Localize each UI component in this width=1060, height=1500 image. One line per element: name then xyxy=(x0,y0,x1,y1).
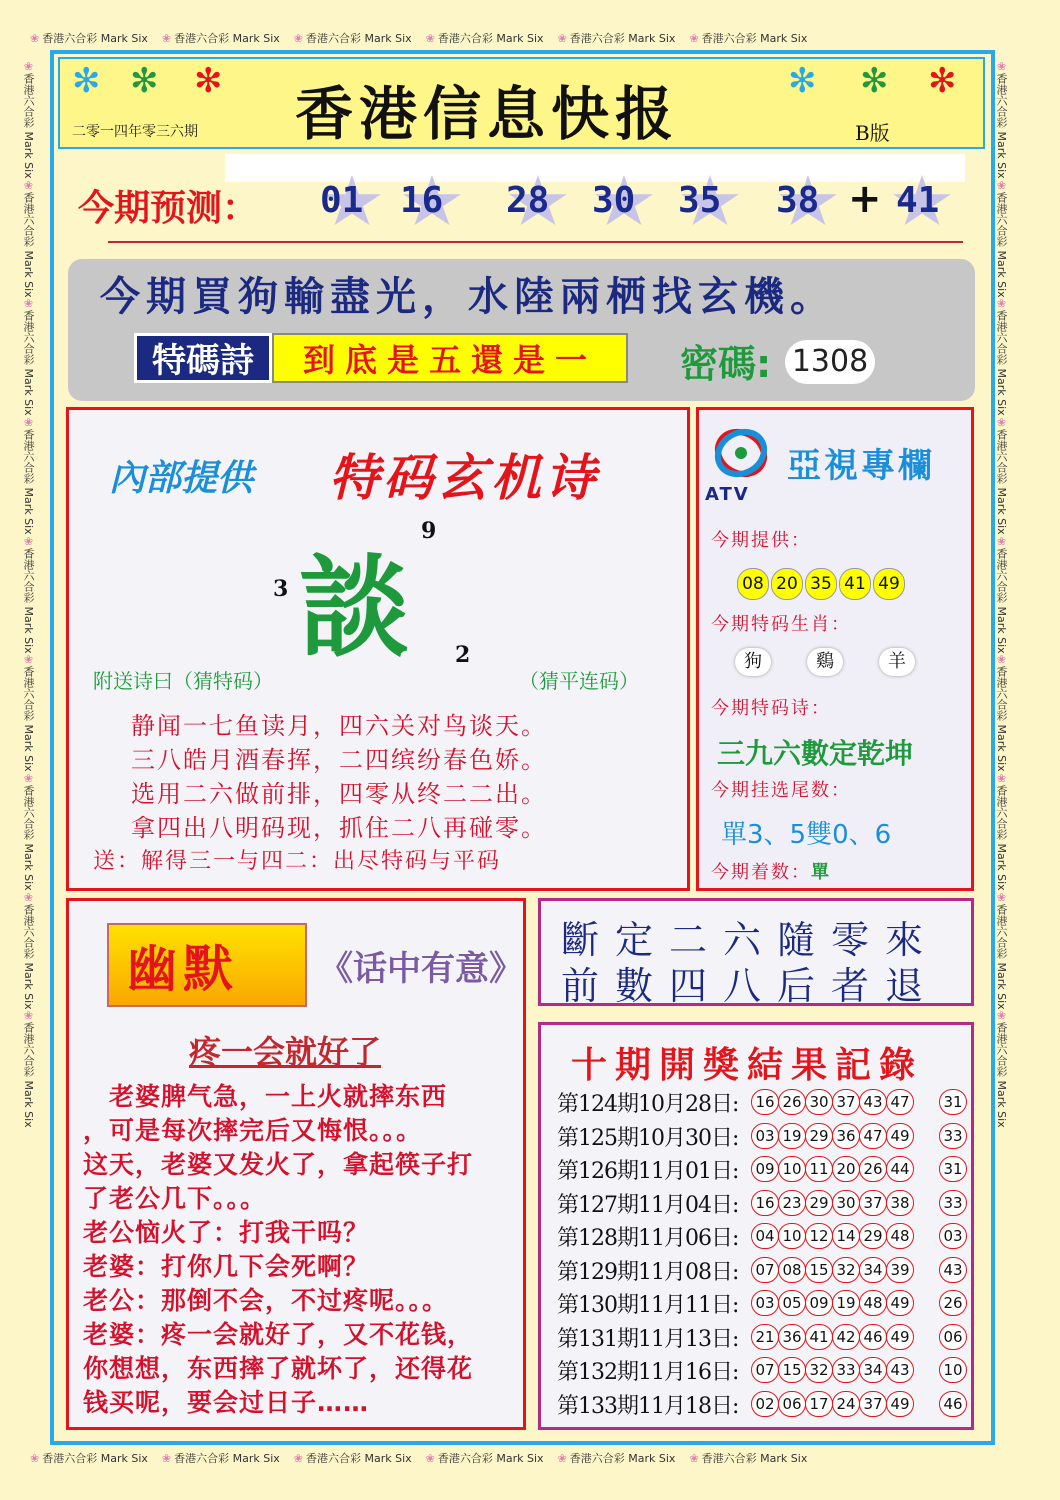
draw-number: 03 xyxy=(751,1123,779,1149)
predicted-number: 28 xyxy=(506,180,550,221)
draw-date: 第127期11月04日: xyxy=(557,1192,739,1218)
poem-text: 到底是五還是一 xyxy=(272,333,628,383)
draw-special-number: 03 xyxy=(939,1223,967,1249)
atv-logo-icon xyxy=(711,426,771,481)
inside-title: 特码玄机诗 xyxy=(329,449,599,507)
draw-number: 07 xyxy=(751,1257,779,1283)
draw-date: 第133期11月18日: xyxy=(557,1393,739,1419)
draw-number: 29 xyxy=(805,1123,833,1149)
tail-label: 今期挂选尾数： xyxy=(711,780,851,801)
draw-number: 38 xyxy=(886,1190,914,1216)
border-text: 香港六合彩 Mark Six xyxy=(437,32,544,45)
number-ball: 08 xyxy=(737,568,769,600)
draw-number: 42 xyxy=(832,1324,860,1350)
joke-line: 老婆脾气急，一上火就摔东西 xyxy=(83,1082,448,1111)
pick-row xyxy=(711,858,831,884)
draw-number: 19 xyxy=(778,1123,806,1149)
draw-number: 39 xyxy=(886,1257,914,1283)
flower-icon: ❀ xyxy=(22,60,35,73)
code-value: 1308 xyxy=(785,340,875,384)
border-label xyxy=(20,179,36,298)
atv-poem: 三九六數定乾坤 xyxy=(717,737,914,770)
number-ball: 35 xyxy=(805,568,837,600)
draw-date: 第130期11月11日: xyxy=(557,1293,739,1318)
draw-number: 10 xyxy=(778,1223,806,1249)
border-text: 香港六合彩 Mark Six xyxy=(22,547,35,654)
flower-icon: ❀ xyxy=(425,1452,435,1465)
joke-line: 你想想，东西摔了就坏了，还得花 xyxy=(83,1354,474,1383)
draw-number: 44 xyxy=(886,1156,914,1182)
draw-number: 34 xyxy=(859,1357,887,1383)
border-text: 香港六合彩 Mark Six xyxy=(995,191,1008,298)
border-text: 香港六合彩 Mark Six xyxy=(569,32,676,45)
flower-icon: ❀ xyxy=(22,416,35,430)
border-label xyxy=(689,1450,807,1466)
riddle-character: 談 xyxy=(299,544,409,672)
verse-line: 拿四出八明码现，抓住二八再碰零。 xyxy=(131,814,547,842)
border-label xyxy=(993,772,1009,891)
border-text: 香港六合彩 Mark Six xyxy=(174,1452,280,1465)
draw-number: 36 xyxy=(832,1123,860,1149)
flower-icon: ❀ xyxy=(30,32,40,45)
draw-number: 14 xyxy=(832,1223,860,1249)
border-label xyxy=(30,30,148,46)
asterisk-icon: ✻ xyxy=(194,61,223,101)
joke-line: 老婆：打你几下会死啊？ xyxy=(83,1252,370,1281)
border-text: 香港六合彩 Mark Six xyxy=(569,1452,676,1465)
header-banner xyxy=(58,57,985,149)
border-label xyxy=(294,1450,412,1466)
pick-label: 今期着数： xyxy=(711,862,811,883)
border-label xyxy=(993,297,1009,416)
border-text: 香港六合彩 Mark Six xyxy=(22,785,35,891)
flower-icon: ❀ xyxy=(557,32,567,45)
draw-number: 12 xyxy=(805,1223,833,1249)
draw-number: 11 xyxy=(805,1156,833,1182)
draw-number: 48 xyxy=(886,1223,914,1249)
border-label xyxy=(20,891,36,1010)
border-text: 香港六合彩 Mark Six xyxy=(306,1452,412,1465)
draw-special-number: 31 xyxy=(939,1089,967,1115)
number-ball: 49 xyxy=(873,568,905,600)
gift-label-left: 附送诗曰（猜特码） xyxy=(93,669,273,693)
prediction-label: 今期预测： xyxy=(78,188,259,229)
joke-line: 老公恼火了：打我干吗？ xyxy=(83,1218,370,1247)
asterisk-icon: ✻ xyxy=(860,61,889,101)
verse-line: 三八皓月酒春挥，二四缤纷春色娇。 xyxy=(131,746,547,774)
draw-number: 09 xyxy=(805,1290,833,1316)
atv-logo-text: ATV xyxy=(705,484,750,505)
border-label xyxy=(294,30,412,46)
tip-line: 斷定二六隨零來 xyxy=(561,918,940,962)
draw-number: 29 xyxy=(859,1223,887,1249)
border-text: 香港六合彩 Mark Six xyxy=(22,903,35,1010)
border-label xyxy=(162,30,280,46)
border-label xyxy=(558,1450,676,1466)
zodiac-label: 今期特码生肖： xyxy=(711,614,851,635)
border-text: 香港六合彩 Mark Six xyxy=(995,903,1008,1010)
draw-special-number: 33 xyxy=(939,1123,967,1149)
border-label xyxy=(993,653,1009,772)
draw-date: 第125期10月30日: xyxy=(557,1125,739,1151)
tip-box xyxy=(538,898,974,1006)
special-number: 41 xyxy=(896,180,940,221)
plus-sign: + xyxy=(848,176,882,222)
draw-special-number: 06 xyxy=(939,1324,967,1350)
edition-label: B版 xyxy=(855,121,890,145)
flower-icon: ❀ xyxy=(22,178,35,192)
draw-number: 49 xyxy=(886,1391,914,1417)
flower-icon: ❀ xyxy=(995,178,1008,192)
draw-special-number: 46 xyxy=(939,1391,967,1417)
number-top: 9 xyxy=(421,518,437,544)
border-text: 香港六合彩 Mark Six xyxy=(22,310,35,417)
border-label xyxy=(993,1009,1009,1128)
flower-icon: ❀ xyxy=(995,534,1008,548)
draw-special-number: 33 xyxy=(939,1190,967,1216)
border-label xyxy=(993,179,1009,298)
flower-icon: ❀ xyxy=(995,890,1008,904)
joke-line: ，可是每次摔完后又悔恨。。。 xyxy=(83,1116,423,1145)
border-label xyxy=(20,60,36,179)
border-text: 香港六合彩 Mark Six xyxy=(995,73,1008,179)
poem-label: 今期特码诗： xyxy=(711,698,831,719)
draw-number: 02 xyxy=(751,1391,779,1417)
zodiac-badge: 鷄 xyxy=(807,648,843,676)
flower-icon: ❀ xyxy=(22,772,35,786)
flower-icon: ❀ xyxy=(995,653,1008,667)
draw-number: 16 xyxy=(751,1089,779,1115)
flower-icon: ❀ xyxy=(995,772,1008,786)
draw-number: 07 xyxy=(751,1357,779,1383)
border-text: 香港六合彩 Mark Six xyxy=(22,666,35,773)
flower-icon: ❀ xyxy=(689,1452,699,1465)
flower-icon: ❀ xyxy=(161,32,172,45)
draw-date: 第129期11月08日: xyxy=(557,1259,739,1285)
border-label xyxy=(20,297,36,416)
flower-icon: ❀ xyxy=(22,1009,35,1023)
border-text: 香港六合彩 Mark Six xyxy=(22,1022,35,1129)
border-strip-bottom xyxy=(30,1450,1030,1468)
draw-number: 30 xyxy=(832,1190,860,1216)
draw-date: 第132期11月16日: xyxy=(557,1360,739,1385)
atv-title: 亞視專欄 xyxy=(787,446,935,486)
draw-number: 08 xyxy=(778,1257,806,1283)
draw-number: 46 xyxy=(859,1324,887,1350)
verse-line: 静闻一七鱼读月，四六关对鸟谈天。 xyxy=(131,712,547,740)
draw-number: 41 xyxy=(805,1324,833,1350)
border-text: 香港六合彩 Mark Six xyxy=(701,1452,808,1465)
flower-icon: ❀ xyxy=(30,1452,40,1465)
draw-number: 16 xyxy=(751,1190,779,1216)
divider xyxy=(108,241,963,243)
border-strip-top xyxy=(30,30,1030,48)
border-label xyxy=(993,60,1009,179)
flower-icon: ❀ xyxy=(995,60,1008,73)
humor-badge xyxy=(107,923,307,1007)
draw-number: 26 xyxy=(778,1089,806,1115)
border-text: 香港六合彩 Mark Six xyxy=(42,1452,148,1465)
asterisk-icon: ✻ xyxy=(928,61,957,101)
page-title: 香港信息快报 xyxy=(295,80,680,148)
border-label xyxy=(993,535,1009,654)
humor-subtitle: 《话中有意》 xyxy=(319,949,523,989)
zodiac-badge: 羊 xyxy=(879,648,915,676)
border-label xyxy=(20,653,36,772)
joke-line: 老公：那倒不会，不过疼呢。。。 xyxy=(83,1286,449,1315)
riddle-poem-box xyxy=(66,407,690,891)
border-text: 香港六合彩 Mark Six xyxy=(306,32,412,45)
draw-special-number: 26 xyxy=(939,1290,967,1316)
draw-number: 33 xyxy=(832,1357,860,1383)
verse-line-final: 送：解得三一与四二：出尽特码与平码 xyxy=(93,849,502,874)
draw-date: 第131期11月13日: xyxy=(557,1326,739,1352)
predicted-number: 38 xyxy=(776,180,820,221)
tip-line: 前數四八后者退 xyxy=(561,964,940,1008)
humor-box xyxy=(66,898,526,1430)
border-text: 香港六合彩 Mark Six xyxy=(22,191,35,298)
draw-number: 17 xyxy=(805,1391,833,1417)
predicted-number: 01 xyxy=(320,180,364,221)
draw-special-number: 31 xyxy=(939,1156,967,1182)
border-label xyxy=(20,535,36,654)
verse-line: 选用二六做前排，四零从终二二出。 xyxy=(131,780,547,808)
flower-icon: ❀ xyxy=(22,890,35,904)
joke-line: 钱买呢，要会过日子…… xyxy=(83,1388,370,1417)
joke-line: 这天，老婆又发火了，拿起筷子打 xyxy=(83,1150,474,1179)
predicted-number: 30 xyxy=(592,180,636,221)
draw-number: 34 xyxy=(859,1257,887,1283)
draw-number: 21 xyxy=(751,1324,779,1350)
draw-number: 32 xyxy=(832,1257,860,1283)
draw-number: 49 xyxy=(886,1324,914,1350)
border-text: 香港六合彩 Mark Six xyxy=(995,547,1008,654)
slogan-text: 今期買狗輸盡光，水陸兩栖找玄機。 xyxy=(100,274,836,320)
zodiac-badge: 狗 xyxy=(735,648,771,676)
atv-column xyxy=(696,407,974,891)
asterisk-icon: ✻ xyxy=(130,61,159,101)
predicted-number: 16 xyxy=(400,180,444,221)
tail-numbers: 單3、5雙0、6 xyxy=(721,820,892,850)
pick-value: 單 xyxy=(811,862,831,883)
draw-number: 49 xyxy=(886,1123,914,1149)
flower-icon: ❀ xyxy=(293,1452,303,1465)
draw-number: 48 xyxy=(859,1290,887,1316)
draw-number: 09 xyxy=(751,1156,779,1182)
flower-icon: ❀ xyxy=(995,297,1008,311)
draw-number: 32 xyxy=(805,1357,833,1383)
asterisk-icon: ✻ xyxy=(788,61,817,101)
draw-number: 06 xyxy=(778,1391,806,1417)
border-text: 香港六合彩 Mark Six xyxy=(995,310,1008,417)
border-label xyxy=(558,30,676,46)
draw-number: 43 xyxy=(859,1089,887,1115)
flower-icon: ❀ xyxy=(995,416,1008,430)
border-label xyxy=(993,891,1009,1010)
draw-number: 10 xyxy=(778,1156,806,1182)
border-label xyxy=(162,1450,280,1466)
border-label xyxy=(426,1450,544,1466)
provide-label: 今期提供： xyxy=(711,530,811,551)
draw-number: 24 xyxy=(832,1391,860,1417)
border-text: 香港六合彩 Mark Six xyxy=(174,32,280,45)
flower-icon: ❀ xyxy=(557,1452,567,1465)
border-text: 香港六合彩 Mark Six xyxy=(995,1022,1008,1129)
draw-number: 37 xyxy=(832,1089,860,1115)
draw-number: 36 xyxy=(778,1324,806,1350)
predicted-number: 35 xyxy=(678,180,722,221)
border-label xyxy=(426,30,544,46)
draw-date: 第128期11月06日: xyxy=(557,1226,739,1251)
results-title: 十期開獎結果記錄 xyxy=(571,1045,924,1086)
asterisk-icon: ✻ xyxy=(72,61,101,101)
number-left: 3 xyxy=(273,576,289,602)
draw-date: 第124期10月28日: xyxy=(557,1092,739,1117)
poem-label: 特碼詩 xyxy=(134,333,272,383)
border-label xyxy=(20,416,36,535)
border-text: 香港六合彩 Mark Six xyxy=(995,429,1008,535)
number-ball: 20 xyxy=(771,568,803,600)
border-text: 香港六合彩 Mark Six xyxy=(437,1452,544,1465)
draw-number: 26 xyxy=(859,1156,887,1182)
draw-number: 47 xyxy=(859,1123,887,1149)
draw-number: 20 xyxy=(832,1156,860,1182)
joke-line: 老婆：疼一会就好了，又不花钱， xyxy=(83,1320,474,1349)
draw-number: 29 xyxy=(805,1190,833,1216)
border-text: 香港六合彩 Mark Six xyxy=(995,785,1008,891)
flower-icon: ❀ xyxy=(22,653,35,667)
border-text: 香港六合彩 Mark Six xyxy=(701,32,808,45)
draw-special-number: 43 xyxy=(939,1257,967,1283)
draw-number: 37 xyxy=(859,1391,887,1417)
number-ball: 41 xyxy=(839,568,871,600)
border-label xyxy=(993,416,1009,535)
flower-icon: ❀ xyxy=(22,297,35,311)
border-text: 香港六合彩 Mark Six xyxy=(995,666,1008,773)
flower-icon: ❀ xyxy=(689,32,699,45)
draw-number: 30 xyxy=(805,1089,833,1115)
draw-number: 47 xyxy=(886,1089,914,1115)
flower-icon: ❀ xyxy=(161,1452,172,1465)
draw-number: 15 xyxy=(805,1257,833,1283)
draw-number: 04 xyxy=(751,1223,779,1249)
border-text: 香港六合彩 Mark Six xyxy=(22,73,35,179)
flower-icon: ❀ xyxy=(425,32,435,45)
inside-subtitle: 內部提供 xyxy=(109,458,254,499)
draw-number: 19 xyxy=(832,1290,860,1316)
draw-number: 49 xyxy=(886,1290,914,1316)
joke-title: 疼一会就好了 xyxy=(189,1033,382,1071)
draw-number: 43 xyxy=(886,1357,914,1383)
draw-number: 15 xyxy=(778,1357,806,1383)
flower-icon: ❀ xyxy=(293,32,303,45)
draw-number: 03 xyxy=(751,1290,779,1316)
code-label: 密碼: xyxy=(680,342,772,386)
issue-number: 二零一四年零三六期 xyxy=(72,124,198,140)
border-label xyxy=(689,30,807,46)
humor-badge-text: 幽默 xyxy=(127,940,239,998)
border-label xyxy=(20,1009,36,1128)
draw-special-number: 10 xyxy=(939,1357,967,1383)
joke-line: 了老公几下。。。 xyxy=(83,1184,267,1213)
draw-number: 23 xyxy=(778,1190,806,1216)
border-strip-left xyxy=(22,60,50,1450)
border-strip-right xyxy=(995,60,1023,1450)
border-label xyxy=(30,1450,148,1466)
flower-icon: ❀ xyxy=(22,534,35,548)
gift-label-right: （猜平连码） xyxy=(519,669,639,693)
border-text: 香港六合彩 Mark Six xyxy=(22,429,35,535)
border-text: 香港六合彩 Mark Six xyxy=(42,32,148,45)
results-table xyxy=(538,1022,974,1430)
draw-number: 37 xyxy=(859,1190,887,1216)
draw-number: 05 xyxy=(778,1290,806,1316)
draw-date: 第126期11月01日: xyxy=(557,1159,739,1184)
number-bottom: 2 xyxy=(455,642,471,668)
flower-icon: ❀ xyxy=(995,1009,1008,1023)
border-label xyxy=(20,772,36,891)
